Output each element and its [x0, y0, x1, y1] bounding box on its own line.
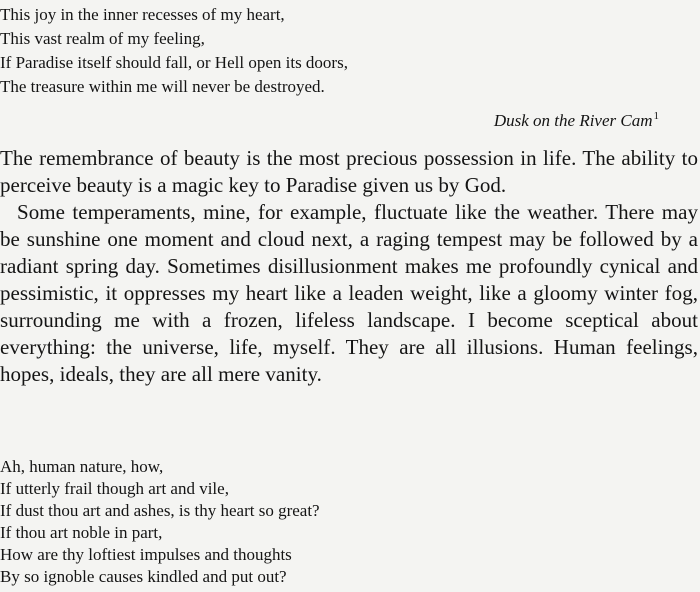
prose-paragraph: The remembrance of beauty is the most precious possession in life. The ability to perceive beauty is a magic key to Paradise given us by God.: [0, 146, 698, 197]
verse-line: This joy in the inner recesses of my heart,: [0, 5, 285, 24]
verse-line: If dust thou art and ashes, is thy heart so great?: [0, 501, 320, 520]
citation-title: Dusk on the River Cam: [493, 111, 653, 130]
verse-line: The treasure within me will never be destroyed.: [0, 77, 325, 96]
closing-verse: [0, 456, 520, 588]
verse-line: If utterly frail though art and vile,: [0, 479, 229, 498]
footnote-marker: 1: [653, 110, 659, 122]
poem-citation: [494, 106, 659, 131]
prose-paragraph: Some temperaments, mine, for example, fluctuate like the weather. There may be sunshine one moment and cloud next, a raging tempest may be followed by a radiant spring day. Sometimes disillusionment makes me profoundly cynical and pessimistic, it oppresses my heart like a leaden weight, like a gloomy winter fog, surrounding me with a frozen, lifeless landscape. I become sceptical about everything: the universe, life, myself. They are all illusions. Human feelings, hopes, ideals, they are all mere vanity.: [0, 200, 698, 386]
verse-line: If thou art noble in part,: [0, 523, 163, 542]
verse-line: By so ignoble causes kindled and put out?: [0, 567, 287, 586]
verse-line: This vast realm of my feeling,: [0, 29, 205, 48]
verse-line: How are thy loftiest impulses and thoughts: [0, 545, 292, 564]
prose-body: [0, 145, 698, 388]
verse-line: Ah, human nature, how,: [0, 457, 164, 476]
verse-line: If Paradise itself should fall, or Hell open its doors,: [0, 53, 348, 72]
opening-verse: [0, 3, 520, 99]
